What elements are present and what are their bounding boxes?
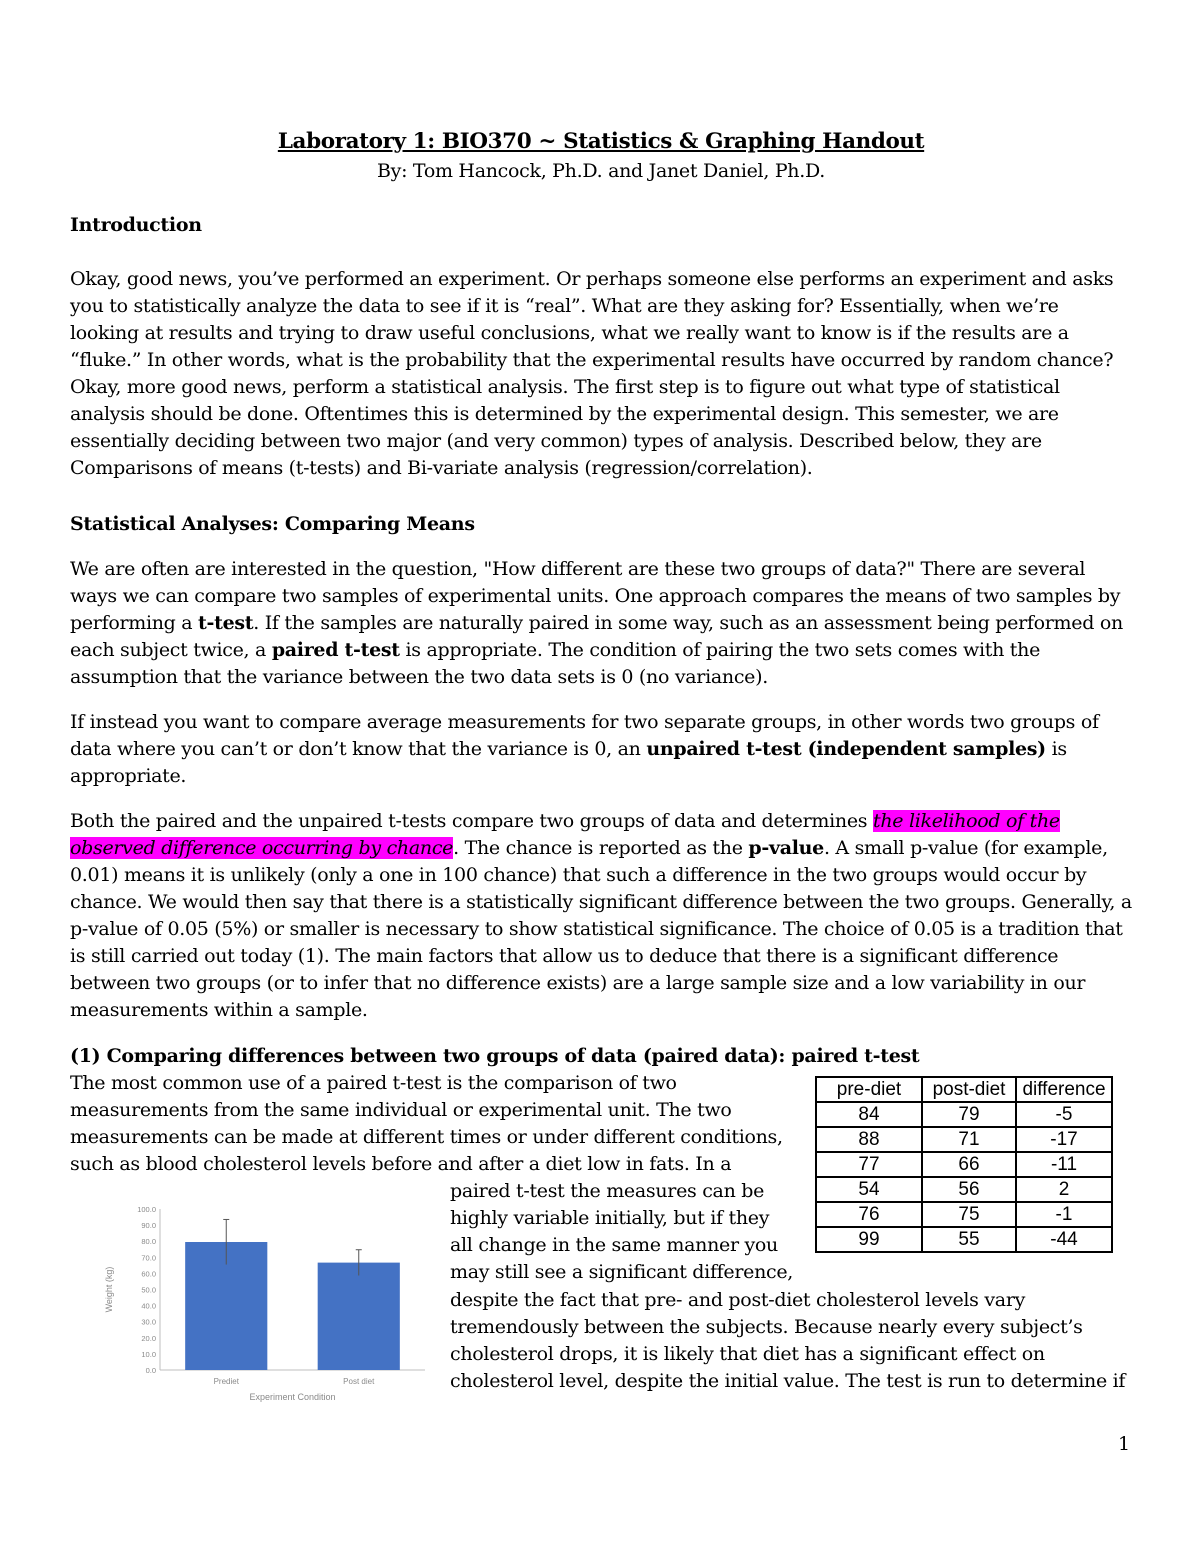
table-cell: 77 bbox=[816, 1152, 922, 1177]
table-row bbox=[816, 1177, 1112, 1202]
highlight-text: the likelihood of the bbox=[872, 810, 1060, 832]
table-cell: -11 bbox=[1016, 1152, 1112, 1177]
table-cell: 75 bbox=[922, 1202, 1016, 1227]
table-row bbox=[816, 1227, 1112, 1252]
header-cell: difference bbox=[1016, 1077, 1112, 1102]
table-cell: -5 bbox=[1016, 1102, 1112, 1127]
text-line: measurements can be made at different times or under different conditions, bbox=[70, 1126, 783, 1148]
y-tick-label: 30.0 bbox=[141, 1317, 156, 1327]
term-paired-t-test: paired t-test bbox=[271, 639, 400, 661]
byline: By: Tom Hancock, Ph.D. and Janet Daniel, Ph.D. bbox=[377, 160, 825, 182]
y-tick-label: 70.0 bbox=[141, 1253, 156, 1263]
paired-text-top bbox=[70, 1070, 790, 1178]
y-tick-label: 10.0 bbox=[141, 1349, 156, 1359]
table-row bbox=[816, 1202, 1112, 1227]
table-row bbox=[816, 1102, 1112, 1127]
text-span: We are often are interested in the question, "How different are these two groups of data?" There are several ways we can compare two samples of experimental units. One approach compares the means of two samples by performing a bbox=[70, 558, 1121, 634]
text-span: . The chance is reported as the bbox=[453, 837, 749, 859]
text-line: may still see a significant difference, bbox=[450, 1261, 794, 1283]
y-tick-label: 20.0 bbox=[141, 1333, 156, 1343]
table-cell: 55 bbox=[922, 1227, 1016, 1252]
table-cell: 84 bbox=[816, 1102, 922, 1127]
intro-heading: Introduction bbox=[70, 214, 202, 236]
y-axis-label: Weight (kg) bbox=[104, 1266, 114, 1313]
means-paragraph-2 bbox=[70, 709, 1132, 790]
text-line: measurements from the same individual or experimental unit. The two bbox=[70, 1099, 732, 1121]
x-tick-label: Post diet bbox=[343, 1377, 375, 1386]
text-span: is appropriate. bbox=[70, 738, 1067, 787]
table-header-row bbox=[816, 1077, 1112, 1102]
bar-chart bbox=[70, 1195, 440, 1410]
text-line: paired t-test the measures can be bbox=[450, 1180, 765, 1202]
text-line: tremendously between the subjects. Because nearly every subject’s bbox=[450, 1316, 1083, 1338]
y-tick-label: 100.0 bbox=[137, 1205, 156, 1214]
term-unpaired-t-test: unpaired t-test (independent samples) bbox=[646, 738, 1046, 760]
table-cell: 66 bbox=[922, 1152, 1016, 1177]
term-t-test: t-test bbox=[198, 612, 254, 634]
table-row bbox=[816, 1127, 1112, 1152]
table-cell: 71 bbox=[922, 1127, 1016, 1152]
text-line: such as blood cholesterol levels before and after a diet low in fats. In a bbox=[70, 1153, 732, 1175]
text-span: Both the paired and the unpaired t-tests compare two groups of data and determines bbox=[70, 810, 873, 832]
means-heading: Statistical Analyses: Comparing Means bbox=[70, 513, 475, 535]
diet-table bbox=[815, 1076, 1113, 1253]
highlight-text: observed difference occurring by chance bbox=[70, 837, 454, 859]
text-span: is appropriate. The condition of pairing the two sets comes with the assumption that the variance between the two data sets is 0 (no variance). bbox=[70, 639, 1041, 688]
table-cell: 54 bbox=[816, 1177, 922, 1202]
table-cell: 56 bbox=[922, 1177, 1016, 1202]
paired-heading: (1) Comparing differences between two groups of data (paired data): paired t-test bbox=[70, 1045, 920, 1067]
table-cell: 79 bbox=[922, 1102, 1016, 1127]
text-line: despite the fact that pre- and post-diet cholesterol levels vary bbox=[450, 1289, 1026, 1311]
paired-text-bottom bbox=[450, 1287, 1140, 1395]
y-tick-label: 90.0 bbox=[141, 1221, 156, 1231]
y-tick-label: 50.0 bbox=[141, 1285, 156, 1295]
text-span: . If the samples are naturally paired in some way, such as an assessment being performed on each subject twice, a bbox=[70, 612, 1123, 661]
text-line: cholesterol drops, it is likely that diet has a significant effect on bbox=[450, 1343, 1045, 1365]
text-line: cholesterol level, despite the initial value. The test is run to determine if bbox=[450, 1370, 1126, 1392]
paired-text-mid bbox=[450, 1178, 810, 1286]
table-row bbox=[816, 1152, 1112, 1177]
means-paragraph-3 bbox=[70, 808, 1132, 1024]
y-tick-label: 60.0 bbox=[141, 1269, 156, 1279]
intro-paragraph: Okay, good news, you’ve performed an experiment. Or perhaps someone else performs an experiment and asks you to statistically analyze the data to see if it is “real”. What are they asking for? Essentially, when we’re looking at results and trying to draw useful conclusions, what we really want to know is if the results are a “fluke.” In other words, what is the probability that the experimental results have occurred by random chance? Okay, more good news, perform a statistical analysis. The first step is to figure out what type of statistical analysis should be done. Oftentimes this is determined by the experimental design. This semester, we are essentially deciding between two major (and very common) types of analysis. Described below, they are Comparisons of means (t-tests) and Bi-variate analysis (regression/correlation). bbox=[70, 268, 1114, 479]
bars bbox=[185, 1219, 400, 1370]
bar-post-diet bbox=[318, 1263, 400, 1370]
page-number: 1 bbox=[1118, 1433, 1131, 1455]
table-cell: -17 bbox=[1016, 1127, 1112, 1152]
table-cell: -1 bbox=[1016, 1202, 1112, 1227]
text-line: The most common use of a paired t-test is the comparison of two bbox=[70, 1072, 677, 1094]
text-span: . A small p-value (for example, 0.01) means it is unlikely (only a one in 100 chance) that such a difference in the two groups would occur by chance. We would then say that there is a statistically significant difference between the two groups. Generally, a p-value of 0.05 (5%) or smaller is necessary to show statistical significance. The choice of 0.05 is a tradition that is still carried out today (1). The main factors that allow us to deduce that there is a significant difference between two groups (or to infer that no difference exists) are a large sample size and a low variability in our measurements within a sample. bbox=[70, 837, 1132, 1021]
table-cell: 2 bbox=[1016, 1177, 1112, 1202]
y-tick-label: 80.0 bbox=[141, 1237, 156, 1247]
x-tick-label: Prediet bbox=[213, 1377, 239, 1386]
x-tick-labels bbox=[214, 1377, 376, 1386]
y-tick-label: 0.0 bbox=[145, 1366, 156, 1375]
y-tick-labels bbox=[137, 1205, 156, 1375]
text-line: all change in the same manner you bbox=[450, 1234, 778, 1256]
text-line: highly variable initially, but if they bbox=[450, 1207, 770, 1229]
means-paragraph-1 bbox=[70, 556, 1132, 691]
table-cell: 88 bbox=[816, 1127, 922, 1152]
document-title: Laboratory 1: BIO370 ~ Statistics & Graphing Handout bbox=[277, 129, 925, 154]
table-cell: 76 bbox=[816, 1202, 922, 1227]
header-cell: pre-diet bbox=[816, 1077, 922, 1102]
table-cell: 99 bbox=[816, 1227, 922, 1252]
term-p-value: p-value bbox=[748, 837, 824, 859]
x-axis-label: Experiment Condition bbox=[249, 1392, 336, 1402]
table-cell: -44 bbox=[1016, 1227, 1112, 1252]
header-cell: post-diet bbox=[922, 1077, 1016, 1102]
text-span: If instead you want to compare average measurements for two separate groups, in other words two groups of data where you can’t or don’t know that the variance is 0, an bbox=[70, 711, 1099, 760]
y-tick-label: 40.0 bbox=[141, 1301, 156, 1311]
